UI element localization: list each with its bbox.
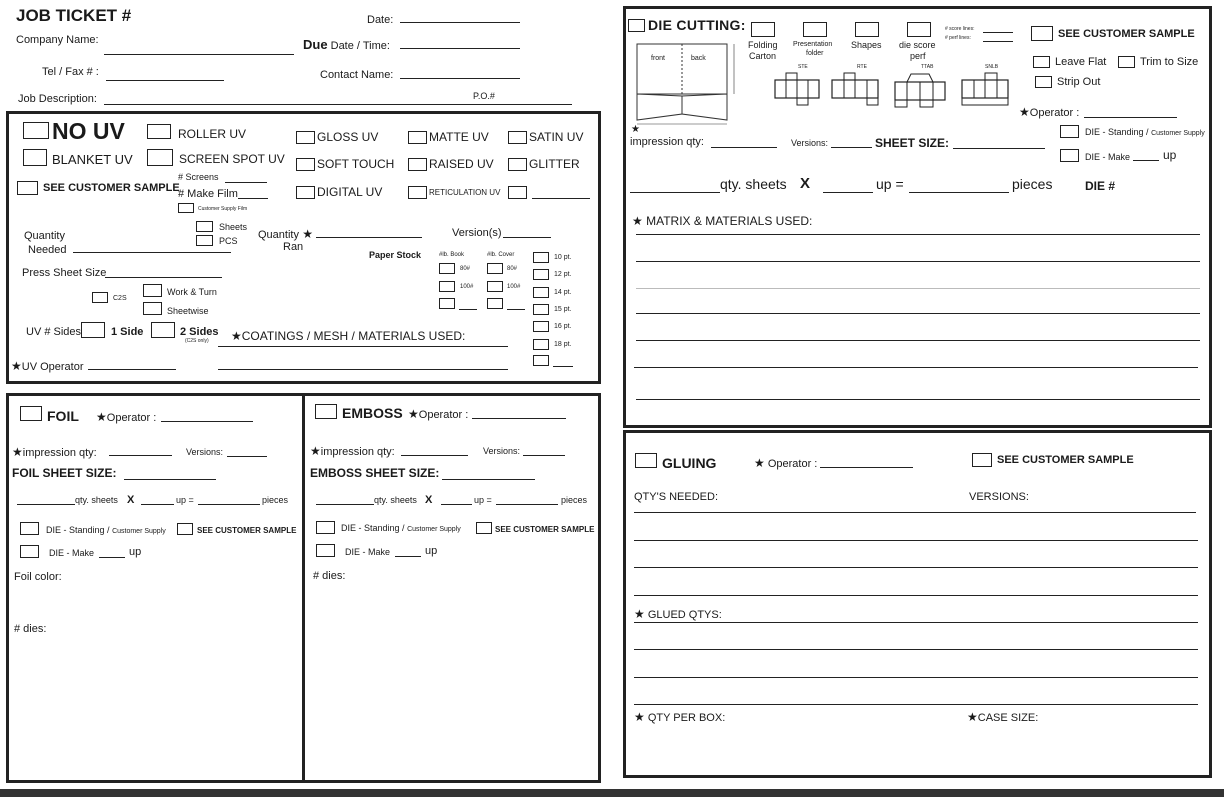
foil-operator-field[interactable] xyxy=(161,421,253,422)
score-lines-field[interactable] xyxy=(983,32,1013,33)
die-make-field[interactable] xyxy=(1133,160,1159,161)
emboss-up-eq-label: up = xyxy=(474,495,492,505)
due-field[interactable] xyxy=(400,48,520,49)
emboss-die-standing-label xyxy=(341,523,461,533)
foil-up-field[interactable] xyxy=(141,504,174,505)
folding-label: Folding xyxy=(748,40,778,50)
emboss-see-sample-checkbox[interactable] xyxy=(476,522,492,534)
soft-touch-label: SOFT TOUCH xyxy=(317,157,395,171)
coatings-label xyxy=(231,329,465,343)
cover-80-checkbox[interactable] xyxy=(487,263,503,274)
star-icon: ★ xyxy=(96,410,107,424)
foil-versions-label: Versions: xyxy=(186,447,224,457)
ste-label: STE xyxy=(798,64,808,70)
emboss-title: EMBOSS xyxy=(342,405,403,421)
quantity-ran-label xyxy=(258,227,313,241)
ttab-carton-icon xyxy=(893,72,947,108)
emboss-operator-text: Operator : xyxy=(418,409,469,421)
company-field[interactable] xyxy=(104,54,294,55)
raised-checkbox[interactable] xyxy=(408,158,427,171)
qtys-line-2[interactable] xyxy=(634,540,1198,541)
emboss-up-label: up xyxy=(425,545,438,557)
two-sides-checkbox[interactable] xyxy=(151,322,175,338)
work-turn-label: Work & Turn xyxy=(167,287,217,297)
foil-pieces-field[interactable] xyxy=(198,504,260,505)
c2s-label: C2S xyxy=(113,295,127,302)
press-sheet-label: Press Sheet Size xyxy=(22,267,107,279)
die-versions-label: Versions: xyxy=(791,138,829,148)
versions-label: Version(s) xyxy=(452,227,502,239)
po-label: P.O.# xyxy=(473,91,495,101)
presentation-label: Presentation xyxy=(793,41,833,48)
one-side-checkbox[interactable] xyxy=(81,322,105,338)
emboss-impression-text: impression qty: xyxy=(320,446,395,458)
matte-label: MATTE UV xyxy=(429,130,489,144)
matrix-line-6[interactable] xyxy=(634,367,1198,368)
emboss-see-sample-label: SEE CUSTOMER SAMPLE xyxy=(495,525,595,534)
emboss-sheet-size-label: EMBOSS SHEET SIZE: xyxy=(310,466,440,480)
foil-qty-sheets-field[interactable] xyxy=(17,504,75,505)
die-standing-checkbox[interactable] xyxy=(1060,125,1079,138)
die-score-checkbox[interactable] xyxy=(907,22,931,37)
make-film-field[interactable] xyxy=(238,198,268,199)
trim-size-checkbox[interactable] xyxy=(1118,56,1135,68)
book-other-checkbox[interactable] xyxy=(439,298,455,309)
die-see-sample-checkbox[interactable] xyxy=(1031,26,1053,41)
quantity-needed-field[interactable] xyxy=(73,252,231,253)
emboss-impression-label xyxy=(310,444,395,458)
pt-other-field[interactable] xyxy=(553,366,573,367)
qty-per-box-text: QTY PER BOX: xyxy=(647,712,726,724)
matrix-line-3[interactable] xyxy=(636,288,1200,289)
raised-label: RAISED UV xyxy=(429,157,494,171)
emboss-checkbox[interactable] xyxy=(315,404,337,419)
foil-die-make-field[interactable] xyxy=(99,557,125,558)
emboss-qty-sheets-label: qty. sheets xyxy=(374,495,417,505)
die-score-label: die score xyxy=(899,40,936,50)
book-100-checkbox[interactable] xyxy=(439,281,455,292)
foil-die-make-label: DIE - Make xyxy=(49,548,95,558)
folder-back-label: back xyxy=(691,55,706,62)
emboss-customer-supply-text: Customer Supply xyxy=(407,526,461,533)
date-label: Date: xyxy=(367,14,394,26)
date-field[interactable] xyxy=(400,22,520,23)
matrix-label xyxy=(632,214,812,228)
die-up-eq-label: up = xyxy=(876,176,904,192)
foil-sheet-size-label: FOIL SHEET SIZE: xyxy=(12,466,117,480)
ran-label: Ran xyxy=(283,241,304,253)
pt-12-checkbox[interactable] xyxy=(533,269,549,280)
die-pieces-label: pieces xyxy=(1012,176,1053,192)
die-versions-field[interactable] xyxy=(831,147,872,148)
pt-15-label: 15 pt. xyxy=(554,306,572,313)
sheetwise-checkbox[interactable] xyxy=(143,302,162,315)
tel-field[interactable] xyxy=(106,80,224,81)
two-sides-label: 2 Sides xyxy=(180,326,219,338)
other-uv-field[interactable] xyxy=(532,198,590,199)
die-operator-label xyxy=(1019,105,1079,119)
needed-label: Needed xyxy=(28,244,67,256)
die-impression-field[interactable] xyxy=(711,147,777,148)
pt-18-label: 18 pt. xyxy=(554,341,572,348)
one-side-label: 1 Side xyxy=(111,326,144,338)
satin-checkbox[interactable] xyxy=(508,131,527,144)
contact-label: Contact Name: xyxy=(320,69,394,81)
digital-checkbox[interactable] xyxy=(296,186,315,199)
die-sheet-size-field[interactable] xyxy=(953,148,1045,149)
die-qty-sheets-field[interactable] xyxy=(630,192,720,193)
die-standing-label xyxy=(1085,127,1205,137)
star-icon: ★ xyxy=(408,407,419,421)
foil-customer-supply-text: Customer Supply xyxy=(112,528,166,535)
paper-stock-label: Paper Stock xyxy=(369,250,422,260)
screens-field[interactable] xyxy=(225,182,267,183)
foil-impression-field[interactable] xyxy=(109,455,172,456)
emboss-operator-label xyxy=(408,407,468,421)
versions-field[interactable] xyxy=(503,237,551,238)
glued-qtys-label xyxy=(634,607,722,621)
pcs-checkbox[interactable] xyxy=(196,235,213,246)
die-up-field[interactable] xyxy=(823,192,873,193)
foil-x-label: X xyxy=(127,494,135,506)
ste-carton-icon xyxy=(773,72,821,106)
die-sheet-size-label: SHEET SIZE: xyxy=(875,136,950,150)
glued-line-3[interactable] xyxy=(634,677,1198,678)
presentation-folder-checkbox[interactable] xyxy=(803,22,827,37)
qty-per-box-label xyxy=(634,710,725,724)
no-uv-label: NO UV xyxy=(52,118,125,144)
emboss-versions-field[interactable] xyxy=(523,455,565,456)
gluing-operator-label xyxy=(754,456,817,470)
glued-line-2[interactable] xyxy=(634,649,1198,650)
emboss-operator-field[interactable] xyxy=(472,418,566,419)
case-size-text: CASE SIZE: xyxy=(977,712,1039,724)
quantity-ran-q: Quantity xyxy=(258,229,299,241)
perf-lines-label: # perf lines: xyxy=(945,35,971,41)
emboss-qty-sheets-field[interactable] xyxy=(316,504,374,505)
ticket-title: JOB TICKET # xyxy=(16,6,132,25)
customer-film-label: Customer Supply Film xyxy=(198,206,248,212)
matrix-line-4[interactable] xyxy=(636,313,1200,314)
die-x-label: X xyxy=(800,175,811,192)
folding-carton-checkbox[interactable] xyxy=(751,22,775,37)
no-uv-checkbox[interactable] xyxy=(23,122,49,139)
blanket-uv-checkbox[interactable] xyxy=(23,149,47,166)
due-strong: Due xyxy=(303,37,328,52)
gluing-see-sample-label: SEE CUSTOMER SAMPLE xyxy=(997,454,1134,466)
foil-operator-label xyxy=(96,410,156,424)
die-customer-supply-text: Customer Supply xyxy=(1151,130,1205,137)
lb-book-label: #lb. Book xyxy=(439,252,465,258)
die-qty-sheets-label: qty. sheets xyxy=(720,176,787,192)
foil-dies-label: # dies: xyxy=(14,623,47,635)
screen-spot-checkbox[interactable] xyxy=(147,149,173,166)
qtys-line-1[interactable] xyxy=(634,512,1196,513)
strip-out-label: Strip Out xyxy=(1057,76,1101,88)
sheets-checkbox[interactable] xyxy=(196,221,213,232)
lb-cover-label: #lb. Cover xyxy=(487,252,515,258)
book-100-label: 100# xyxy=(460,284,474,290)
star-icon: ★ xyxy=(967,710,978,724)
star-icon: ★ xyxy=(632,214,643,228)
gloss-label: GLOSS UV xyxy=(317,130,379,144)
carton-label: Carton xyxy=(749,51,777,61)
foil-pieces-label: pieces xyxy=(262,495,289,505)
emboss-die-make-checkbox[interactable] xyxy=(316,544,335,557)
other-uv-checkbox[interactable] xyxy=(508,186,527,199)
pt-16-checkbox[interactable] xyxy=(533,321,549,332)
uv-see-sample-checkbox[interactable] xyxy=(17,181,38,195)
coatings-field-2[interactable] xyxy=(218,369,508,370)
emboss-x-label: X xyxy=(425,494,433,506)
die-operator-field[interactable] xyxy=(1084,117,1177,118)
make-film-label: # Make Film xyxy=(178,188,238,200)
customer-film-checkbox[interactable] xyxy=(178,203,194,213)
satin-label: SATIN UV xyxy=(529,130,584,144)
gluing-versions-label: VERSIONS: xyxy=(969,491,1029,503)
star-icon: ★ xyxy=(754,456,765,470)
die-standing-text: DIE - Standing / xyxy=(1085,127,1149,137)
foil-title: FOIL xyxy=(47,408,79,424)
qtys-line-3[interactable] xyxy=(634,567,1198,568)
foil-up-eq-label: up = xyxy=(176,495,194,505)
matrix-line-7[interactable] xyxy=(636,399,1200,400)
gluing-title: GLUING xyxy=(662,455,717,471)
book-80-label: 80# xyxy=(460,266,471,272)
c2s-only-label: (C2S only) xyxy=(185,338,209,344)
perf-label: perf xyxy=(910,51,926,61)
star-icon: ★ xyxy=(11,359,22,373)
pt-other-checkbox[interactable] xyxy=(533,355,549,366)
star-icon: ★ xyxy=(231,329,242,343)
cover-other-field[interactable] xyxy=(507,309,525,310)
shapes-label: Shapes xyxy=(851,40,882,50)
job-desc-label: Job Description: xyxy=(18,93,97,105)
strip-out-checkbox[interactable] xyxy=(1035,76,1052,88)
die-see-sample-label: SEE CUSTOMER SAMPLE xyxy=(1058,28,1195,40)
foil-impression-label xyxy=(12,445,97,459)
digital-label: DIGITAL UV xyxy=(317,185,383,199)
emboss-dies-label: # dies: xyxy=(313,570,346,582)
uv-see-sample-label: SEE CUSTOMER SAMPLE xyxy=(43,182,180,194)
quantity-ran-field[interactable] xyxy=(316,237,422,238)
folder-front-label: front xyxy=(651,55,666,62)
uv-sides-label: UV # Sides xyxy=(26,326,82,338)
foil-die-standing-label xyxy=(46,525,166,535)
pt-10-label: 10 pt. xyxy=(554,254,572,261)
leave-flat-label: Leave Flat xyxy=(1055,56,1107,68)
pt-12-label: 12 pt. xyxy=(554,271,572,278)
rte-label: RTE xyxy=(857,64,867,70)
cover-80-label: 80# xyxy=(507,266,518,272)
foil-die-make-checkbox[interactable] xyxy=(20,545,39,558)
due-label xyxy=(303,37,390,52)
ttab-label: TTAB xyxy=(921,64,934,70)
book-other-field[interactable] xyxy=(459,309,477,310)
emboss-up-field[interactable] xyxy=(441,504,472,505)
gloss-checkbox[interactable] xyxy=(296,131,315,144)
cover-100-checkbox[interactable] xyxy=(487,281,503,292)
uv-operator-label xyxy=(11,359,84,373)
foil-see-sample-label: SEE CUSTOMER SAMPLE xyxy=(197,526,297,535)
leave-flat-checkbox[interactable] xyxy=(1033,56,1050,68)
gluing-operator-field[interactable] xyxy=(820,467,913,468)
gluing-see-sample-checkbox[interactable] xyxy=(972,453,992,467)
reticulation-checkbox[interactable] xyxy=(408,186,427,199)
snlb-label: SNLB xyxy=(985,64,999,70)
die-number-label: DIE # xyxy=(1085,179,1116,193)
coatings-field-1[interactable] xyxy=(218,346,508,347)
foil-up-label: up xyxy=(129,546,142,558)
qtys-needed-label: QTY'S NEEDED: xyxy=(634,491,719,503)
soft-touch-checkbox[interactable] xyxy=(296,158,315,171)
uv-operator-text: UV Operator xyxy=(21,361,84,373)
star-icon: ★ xyxy=(631,124,640,135)
score-lines-label: # score lines: xyxy=(945,26,975,32)
company-label: Company Name: xyxy=(16,34,99,46)
emboss-die-standing-checkbox[interactable] xyxy=(316,521,335,534)
gluing-panel xyxy=(623,430,1212,778)
pt-15-checkbox[interactable] xyxy=(533,304,549,315)
screens-label: # Screens xyxy=(178,172,219,182)
viewer-footer-bar xyxy=(0,789,1224,797)
case-size-label xyxy=(967,710,1038,724)
c2s-checkbox[interactable] xyxy=(92,292,108,303)
emboss-die-standing-text: DIE - Standing / xyxy=(341,523,405,533)
die-pieces-field[interactable] xyxy=(909,192,1009,193)
foil-color-label: Foil color: xyxy=(14,571,62,583)
work-turn-checkbox[interactable] xyxy=(143,284,162,297)
emboss-sheet-size-field[interactable] xyxy=(442,479,535,480)
matrix-line-2[interactable] xyxy=(636,261,1200,262)
foil-die-standing-text: DIE - Standing / xyxy=(46,525,110,535)
pt-10-checkbox[interactable] xyxy=(533,252,549,263)
qtys-line-4[interactable] xyxy=(634,595,1198,596)
book-80-checkbox[interactable] xyxy=(439,263,455,274)
gluing-checkbox[interactable] xyxy=(635,453,657,468)
folder-label: folder xyxy=(806,50,824,57)
snlb-carton-icon xyxy=(960,72,1010,106)
roller-uv-checkbox[interactable] xyxy=(147,124,171,139)
pt-18-checkbox[interactable] xyxy=(533,339,549,350)
sheetwise-label: Sheetwise xyxy=(167,306,209,316)
star-icon: ★ xyxy=(298,227,314,241)
star-icon: ★ xyxy=(310,444,321,458)
matte-checkbox[interactable] xyxy=(408,131,427,144)
foil-impression-text: impression qty: xyxy=(22,447,97,459)
sheets-label: Sheets xyxy=(219,222,248,232)
job-desc-field[interactable] xyxy=(104,104,572,105)
star-icon: ★ xyxy=(1019,105,1030,119)
die-up-label: up xyxy=(1163,148,1177,162)
die-operator-text: Operator : xyxy=(1029,107,1080,119)
star-icon: ★ xyxy=(634,710,645,724)
glitter-label: GLITTER xyxy=(529,157,580,171)
perf-lines-field[interactable] xyxy=(983,41,1013,42)
coatings-text: COATINGS / MESH / MATERIALS USED: xyxy=(241,329,466,343)
foil-sheet-size-field[interactable] xyxy=(124,479,216,480)
contact-field[interactable] xyxy=(400,78,520,79)
blanket-uv-label: BLANKET UV xyxy=(52,152,133,167)
matrix-line-1[interactable] xyxy=(636,234,1200,235)
foil-see-sample-checkbox[interactable] xyxy=(177,523,193,535)
emboss-die-make-label: DIE - Make xyxy=(345,547,391,557)
star-icon: ★ xyxy=(634,607,645,621)
die-impression-label: impression qty: xyxy=(630,136,704,148)
trim-size-label: Trim to Size xyxy=(1140,56,1199,68)
shapes-checkbox[interactable] xyxy=(855,22,879,37)
emboss-pieces-label: pieces xyxy=(561,495,588,505)
glued-line-1[interactable] xyxy=(634,622,1198,623)
due-rest: Date / Time: xyxy=(330,40,390,52)
die-make-checkbox[interactable] xyxy=(1060,149,1079,162)
matrix-line-5[interactable] xyxy=(636,340,1200,341)
foil-operator-text: Operator : xyxy=(106,412,157,424)
gluing-operator-text: Operator : xyxy=(767,458,818,470)
reticulation-label: RETICULATION UV xyxy=(429,188,501,197)
foil-checkbox[interactable] xyxy=(20,406,42,421)
roller-uv-label: ROLLER UV xyxy=(178,127,247,141)
screen-spot-label: SCREEN SPOT UV xyxy=(179,152,285,166)
tel-label: Tel / Fax # : xyxy=(42,66,99,78)
cover-other-checkbox[interactable] xyxy=(487,298,503,309)
matrix-text: MATRIX & MATERIALS USED: xyxy=(646,214,813,228)
glued-line-4[interactable] xyxy=(634,704,1198,705)
glitter-checkbox[interactable] xyxy=(508,158,527,171)
pt-16-label: 16 pt. xyxy=(554,323,572,330)
quantity-label: Quantity xyxy=(24,230,65,242)
emboss-versions-label: Versions: xyxy=(483,446,521,456)
emboss-pieces-field[interactable] xyxy=(496,504,558,505)
cover-100-label: 100# xyxy=(507,284,521,290)
pcs-label: PCS xyxy=(219,236,238,246)
press-sheet-field[interactable] xyxy=(105,277,222,278)
pt-14-checkbox[interactable] xyxy=(533,287,549,298)
die-make-label: DIE - Make xyxy=(1085,152,1131,162)
foil-qty-sheets-label: qty. sheets xyxy=(75,495,118,505)
foil-die-standing-checkbox[interactable] xyxy=(20,522,39,535)
emboss-die-make-field[interactable] xyxy=(395,556,421,557)
star-icon: ★ xyxy=(12,445,23,459)
rte-carton-icon xyxy=(830,72,880,106)
glued-qtys-text: GLUED QTYS: xyxy=(647,609,722,621)
die-cutting-checkbox[interactable] xyxy=(628,19,645,32)
die-cutting-title: DIE CUTTING: xyxy=(648,17,746,33)
foil-versions-field[interactable] xyxy=(227,456,267,457)
uv-operator-field[interactable] xyxy=(88,369,176,370)
emboss-impression-field[interactable] xyxy=(401,455,468,456)
pt-14-label: 14 pt. xyxy=(554,289,572,296)
